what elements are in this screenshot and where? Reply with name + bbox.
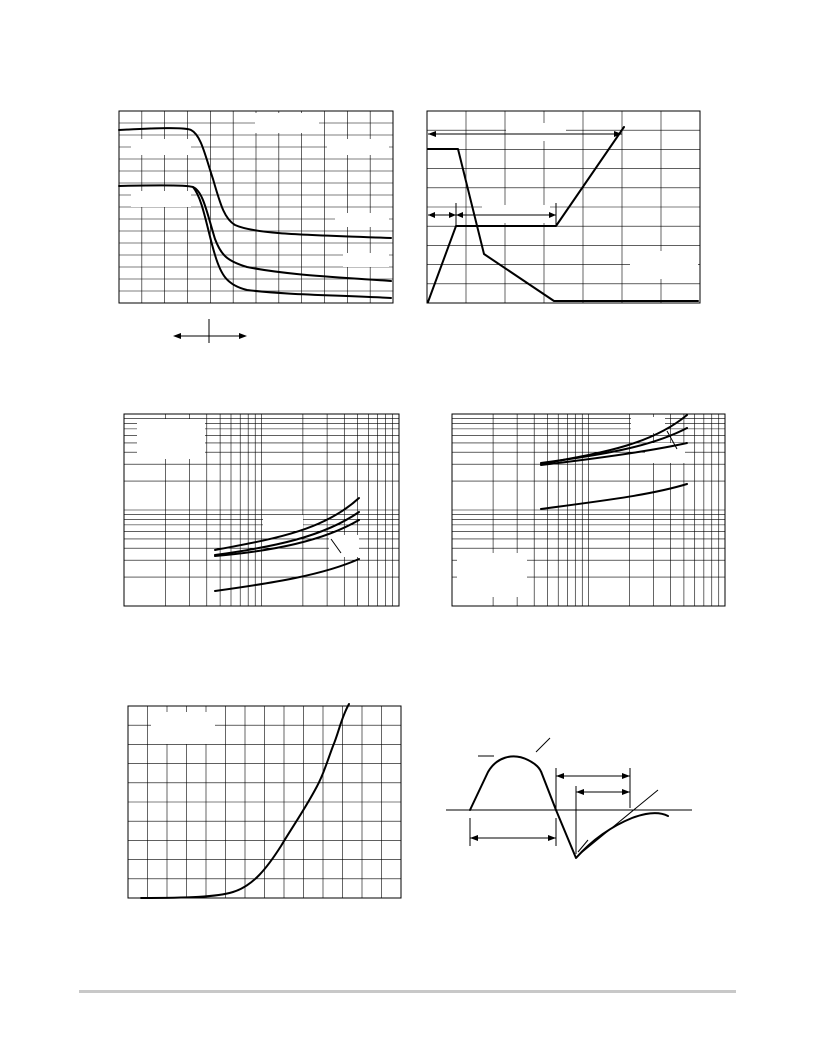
graph-2-arrowhead-1-right <box>449 212 456 218</box>
graph-5-label-box-1 <box>151 712 215 744</box>
waveform-arrowhead-1-left <box>470 835 478 841</box>
graph-3-label-box-2 <box>263 515 303 531</box>
graph-1-label-box-3 <box>327 139 389 155</box>
graph-2-arrowhead-2-left <box>456 212 463 218</box>
graph-1-label-box-5 <box>335 213 389 227</box>
graph-1-scale-arrowhead-left <box>173 333 181 339</box>
graph-1-label-box-4 <box>131 191 191 207</box>
graph-1-curve-lower <box>193 187 391 298</box>
graph-1-scale-arrowhead-right <box>239 333 247 339</box>
graph-1 <box>117 109 397 349</box>
waveform-diagram <box>442 728 702 868</box>
waveform-tangent-line <box>580 790 658 854</box>
graph-2-label-box-2 <box>482 205 550 223</box>
waveform-arrowhead-2-left <box>556 773 564 779</box>
waveform-arrowhead-3-right <box>622 789 630 795</box>
waveform-arrowhead-1-right <box>548 835 556 841</box>
graph-2-label-box-3 <box>630 251 698 279</box>
waveform-slope-marker-top <box>536 738 550 752</box>
graph-1-label-box-6 <box>343 253 389 267</box>
graph-2-arrowhead-top-left <box>428 131 436 137</box>
graph-3 <box>123 413 403 609</box>
graph-3-curve-4 <box>215 559 359 591</box>
graph-2-label-box-1 <box>506 123 566 141</box>
waveform-recovery <box>556 810 668 858</box>
graph-4-label-box-1 <box>457 553 527 597</box>
graph-4-label-box-2 <box>631 417 665 433</box>
graph-3-label-box-1 <box>137 419 205 459</box>
graph-2-arrowhead-1-left <box>428 212 435 218</box>
graph-1-label-box-1 <box>255 113 319 133</box>
graph-5 <box>127 704 407 904</box>
graph-3-label-box-3 <box>329 535 359 557</box>
waveform-arrowhead-2-right <box>622 773 630 779</box>
graph-4 <box>451 413 731 609</box>
graph-4-label-box-3 <box>645 443 685 463</box>
waveform-arrowhead-3-left <box>576 789 584 795</box>
footer-rule <box>79 990 736 993</box>
graph-2-arrowhead-2-right <box>549 212 556 218</box>
graph-2 <box>426 109 706 309</box>
graph-1-label-box-2 <box>131 139 191 155</box>
graph-4-curve-4 <box>541 484 687 509</box>
waveform-forward-pulse <box>470 756 556 810</box>
